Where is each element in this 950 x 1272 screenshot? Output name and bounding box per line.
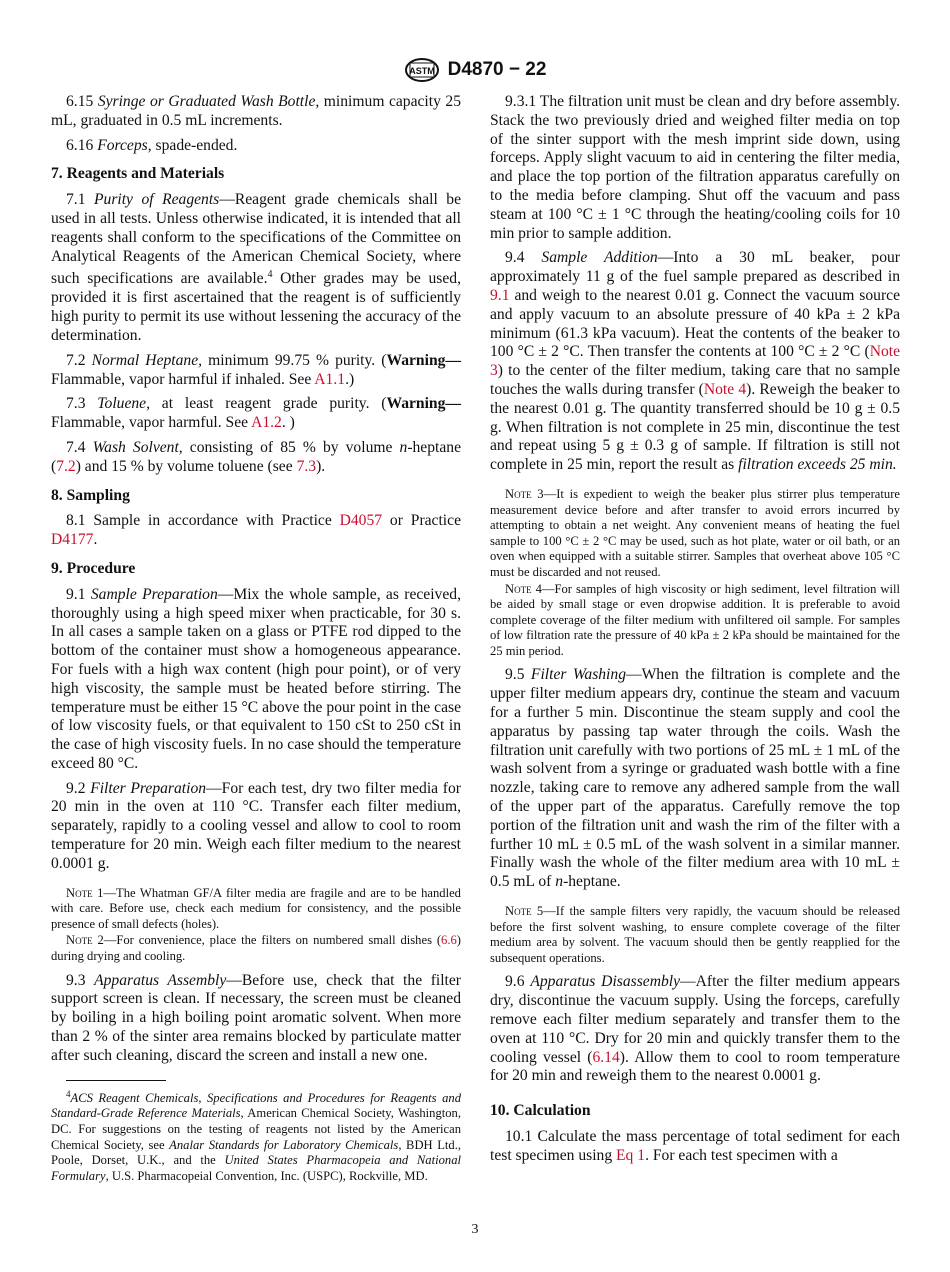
link-d4177[interactable]: D4177	[51, 531, 94, 549]
link-note-3[interactable]: Note 3	[490, 343, 900, 380]
footnote-divider	[66, 1080, 166, 1081]
link-note-4[interactable]: Note 4	[703, 380, 747, 398]
svg-text:ASTM: ASTM	[408, 66, 435, 76]
paragraph-9-1: 9.1 Sample Preparation—Mix the whole sample, as received, thoroughly using a high speed mixer when practicable, for 30 s. In all cases a sample taken on a glass or PTFE rod dipped to the bottom of the container must show a homogeneous appearance. For fuels with a high wax content (high pour point), or of very high viscosity, the sample must be heated before stirring. The temperature must be either 15 °C above the pour point in the case of low viscosity fuels, or that equivalent to 150 cSt to 250 cSt in the case of high viscosity fuels. In no case should the temperature exceed 80 °C.	[51, 585, 461, 772]
document-id: D4870 − 22	[447, 59, 547, 80]
page-number: 3	[471, 1222, 479, 1237]
paragraph-8-1: 8.1 Sample in accordance with Practice D4057 or Practice D4177.	[51, 512, 461, 549]
link-eq-1[interactable]: Eq 1	[616, 1146, 646, 1164]
note-4: Note 4—For samples of high viscosity or high sediment, level filtration will be aided by small stage or even dropwise addition. It is preferable to avoid complete coverage of the filter medium with unfiltered oil sample. For samples of low filtration rate the pressure of 40 kPa ± 2 kPa should be maintained for the 25 min period.	[490, 581, 900, 658]
paragraph-9-6: 9.6 Apparatus Disassembly—After the filter medium appears dry, discontinue the vacuum supply. Using the forceps, carefully remove each filter medium separately and transfer them to the oven at 110 °C. Dry for 20 min and quickly transfer them to the cooling vessel (6.14). Allow them to cool to room temperature for 20 min and reweigh them to the nearest 0.0001 g.	[490, 973, 901, 1085]
link-6-6[interactable]: 6.6	[441, 933, 457, 948]
paragraph-9-5: 9.5 Filter Washing—When the filtration is complete and the upper filter medium appears dry, continue the steam and vacuum for a further 5 min. Discontinue the steam supply and cool the apparatus by passing tap water through the coils. Wash the filtration unit carefully with two portions of 25 mL ± 1 mL of the wash solvent from a syringe or graduated wash bottle with a fine nozzle, taking care to remove any adhered sample from the wall of the upper part of the apparatus. Carefully remove the top portion of the filtration unit and wash the rim of the filter with a further 10 mL ± 0.5 mL of the wash solvent in a similar manner. Finally wash the whole of the filter medium area with 10 mL ± 0.5 mL of n-heptane.	[490, 666, 901, 891]
note-5: Note 5—If the sample filters very rapidly, the vacuum should be released before the first solvent washing, to ensure complete coverage of the filter medium area by solvent. The vacuum should then be gently reapplied for the subsequent operations.	[490, 904, 900, 965]
link-a1-1[interactable]: A1.1	[314, 370, 346, 388]
footnote-4: $^4$ACS Reagent Chemicals, Specifications and Procedures for Reagents and Standard-Grade Reference Materials, American Chemical Society, Washington, DC. For suggestions on the testing of reagents not listed by the American Chemical Society, see Analar Standards for Laboratory Chemicals, BDH Ltd., Poole, Dorset, U.K., and the United States Pharmacopeia and National Formulary, U.S. Pharmacopeial Convention, Inc. (USPC), Rockville, MD.	[51, 1088, 462, 1183]
left-column	[51, 93, 461, 1184]
section-heading-7: 7. Reagents and Materials	[51, 165, 225, 183]
link-d4057[interactable]: D4057	[339, 512, 383, 530]
link-7-2[interactable]: 7.2	[56, 457, 76, 475]
note-1: Note 1—The Whatman GF/A filter media are fragile and are to be handled with care. Before use, check each medium for consistency, and the possible presence of small defects (holes).	[51, 885, 461, 931]
paragraph-9-4: 9.4 Sample Addition—Into a 30 mL beaker, pour approximately 11 g of the fuel sample prepared as described in 9.1 and weigh to the nearest 0.01 g. Connect the vacuum source and apply vacuum to an absolute pressure of 40 kPa ± 2 kPa minimum (61.3 kPa vacuum). Heat the contents of the beaker to 100 °C ± 2 °C. Then transfer the contents at 100 °C ± 2 °C (Note 3) to the center of the filter medium, taking care that no sample touches the walls during transfer (Note 4). Reweigh the beaker to the nearest 0.01 g. The quantity transferred should be 10 g ± 0.5 g. When filtration is not complete in 25 min, discontinue the test and repeat using 5 g ± 0.3 g of sample. If filtration is still not complete in 25 min, report the result as filtration exceeds 25 min.	[490, 249, 900, 474]
note-3: Note 3—It is expedient to weigh the beaker plus stirrer plus temperature measurement device before and after transfer to avoid errors incurred by attempting to obtain a net weight. Any convenient means of heating the fuel sample to 100 °C ± 2 °C may be used, such as hot plate, water or oil bath, or an oven when equipped with a suitable stirrer. Samples that overheat above 105 °C must be discarded and not reused.	[490, 486, 900, 579]
page-header	[0, 55, 950, 85]
paragraph-6-16: 6.16 Forceps, spade-ended.	[66, 136, 238, 154]
section-heading-8: 8. Sampling	[51, 486, 130, 504]
note-2: Note 2—For convenience, place the filters on numbered small dishes (6.6) during drying and cooling.	[51, 933, 461, 964]
paragraph-7-2: 7.2 Normal Heptane, minimum 99.75 % purity. (Warning—Flammable, vapor harmful if inhaled. See A1.1.)	[51, 351, 462, 388]
paragraph-9-3: 9.3 Apparatus Assembly—Before use, check that the filter support screen is clean. If necessary, the screen must be cleaned by boiling in a high boiling point aromatic solvent. When more than 2 % of the sinter area remains blocked by particulate matter after such cleaning, discard the screen and install a new one.	[51, 971, 461, 1064]
section-heading-9: 9. Procedure	[51, 559, 136, 577]
link-7-3[interactable]: 7.3	[296, 457, 317, 475]
link-a1-2[interactable]: A1.2	[251, 414, 282, 432]
paragraph-9-3-1: 9.3.1 The filtration unit must be clean and dry before assembly. Stack the two previously dried and weighed filter media on top of the sinter support with the mesh imprint side down, using forceps. Apply slight vacuum to aid in centering the filter media, and place the top portion of the filtration apparatus carefully on to the media before clamping. Shut off the vacuum and pass steam at 100 °C ± 1 °C through the heating/cooling coils for 10 min prior to sample addition.	[490, 93, 900, 242]
paragraph-7-3: 7.3 Toluene, at least reagent grade purity. (Warning—Flammable, vapor harmful. See A1.2. )	[51, 395, 461, 432]
paragraph-7-1: 7.1 Purity of Reagents—Reagent grade chemicals shall be used in all tests. Unless otherwise indicated, it is intended that all reagents shall conform to the specifications of the Committee on Analytical Reagents of the American Chemical Society, where such specifications are available.$^4$ Other grades may be used, provided it is first ascertained that the reagent is of sufficiently high purity to permit its use without lessening the accuracy of the determination.	[51, 191, 462, 344]
paragraph-6-15: 6.15 Syringe or Graduated Wash Bottle, minimum capacity 25 mL, graduated in 0.5 mL increments.	[51, 93, 461, 129]
right-column	[490, 93, 900, 1172]
paragraph-9-2: 9.2 Filter Preparation—For each test, dry two filter media for 20 min in the oven at 110 °C. Transfer each filter medium, separately, rapidly to a cooling vessel and allow to cool to room temperature for 20 min. Weigh each filter medium to the nearest 0.0001 g.	[51, 779, 461, 872]
link-6-14[interactable]: 6.14	[592, 1048, 620, 1066]
section-heading-10: 10. Calculation	[490, 1102, 591, 1120]
link-9-1[interactable]: 9.1	[490, 286, 510, 304]
paragraph-10-1: 10.1 Calculate the mass percentage of total sediment for each test specimen using Eq 1. For each test specimen with a	[490, 1127, 900, 1164]
astm-logo-icon	[404, 57, 440, 83]
paragraph-7-4: 7.4 Wash Solvent, consisting of 85 % by volume n-heptane (7.2) and 15 % by volume toluene (see 7.3).	[51, 438, 461, 475]
